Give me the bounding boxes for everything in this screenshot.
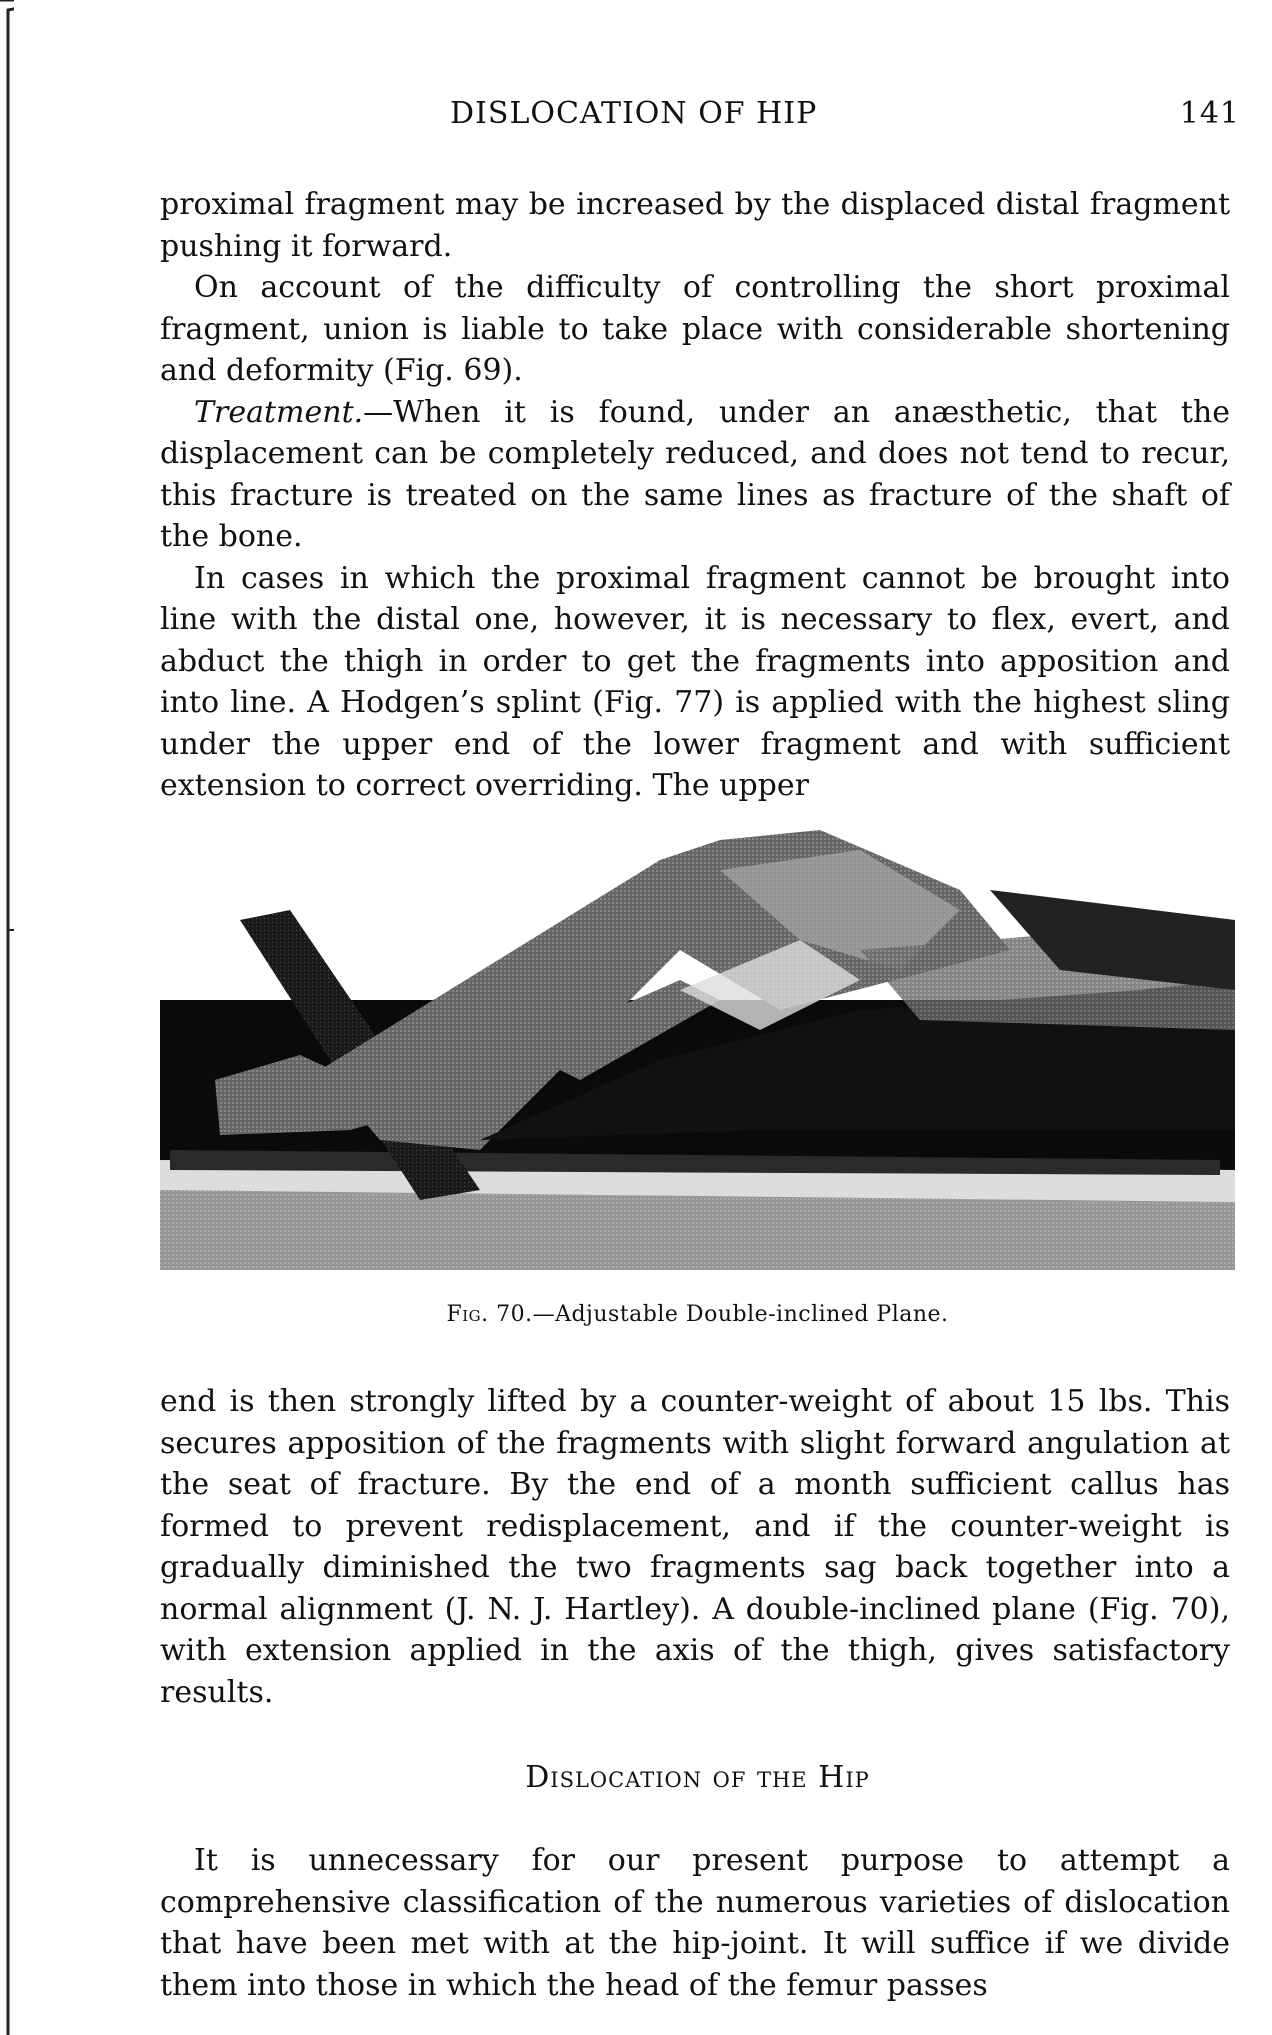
section-body (160, 1840, 1230, 2006)
paragraph: end is then strongly lifted by a counter-weight of about 15 lbs. This secures apposition of the fragments with slight forward angulation at the seat of fracture. By the end of a month sufficient callus has formed to prevent redisplacement, and if the counter-weight is gradually diminished the two fragments sag back together into a normal alignment (J. N. J. Hartley). A double-inclined plane (Fig. 70), with extension applied in the axis of the thigh, gives satisfactory results. (160, 1384, 1230, 1710)
scan-edge-artifact (0, 0, 14, 2035)
page-number: 141 (1179, 96, 1240, 131)
paragraph: On account of the difficulty of controlling the short proximal fragment, union is liable to take place with considerable shortening and deformity (Fig. 69). (160, 270, 1230, 388)
figure-photo (160, 830, 1235, 1270)
paragraph: proximal fragment may be increased by the displaced distal fragment pushing it forward. (160, 187, 1230, 264)
treatment-label: Treatment. (194, 394, 364, 430)
body-text-top (160, 184, 1230, 807)
section-heading: Dislocation of the Hip (525, 1760, 870, 1795)
figure-caption-text: 70.—Adjustable Double-inclined Plane. (488, 1302, 949, 1327)
running-head: DISLOCATION OF HIP (450, 96, 818, 131)
paragraph-treatment (160, 392, 1230, 558)
double-inclined-plane-photo (160, 830, 1235, 1270)
paragraph: In cases in which the proximal fragment cannot be brought into line with the distal one, however, it is necessary to flex, evert, and abduct the thigh in order to get the fragments into apposition and into line. A Hodgen’s splint (Fig. 77) is applied with the highest sling under the upper end of the lower fragment and with sufficient extension to correct overriding. The upper (160, 560, 1230, 803)
figure-label: Fig. (446, 1302, 489, 1327)
paragraph: It is unnecessary for our present purpose to attempt a comprehensive classification of the numerous varieties of dislocation that have been met with at the hip-joint. It will suffice if we divide them into those in which the head of the femur passes (160, 1843, 1230, 2003)
figure-caption (160, 1302, 1235, 1327)
treatment-text: —When it is found, under an anæsthetic, that the displacement can be completely reduced, and does not tend to recur, this fracture is treated on the same lines as fracture of the shaft of the bone. (160, 394, 1230, 554)
body-text-bottom (160, 1381, 1230, 1713)
